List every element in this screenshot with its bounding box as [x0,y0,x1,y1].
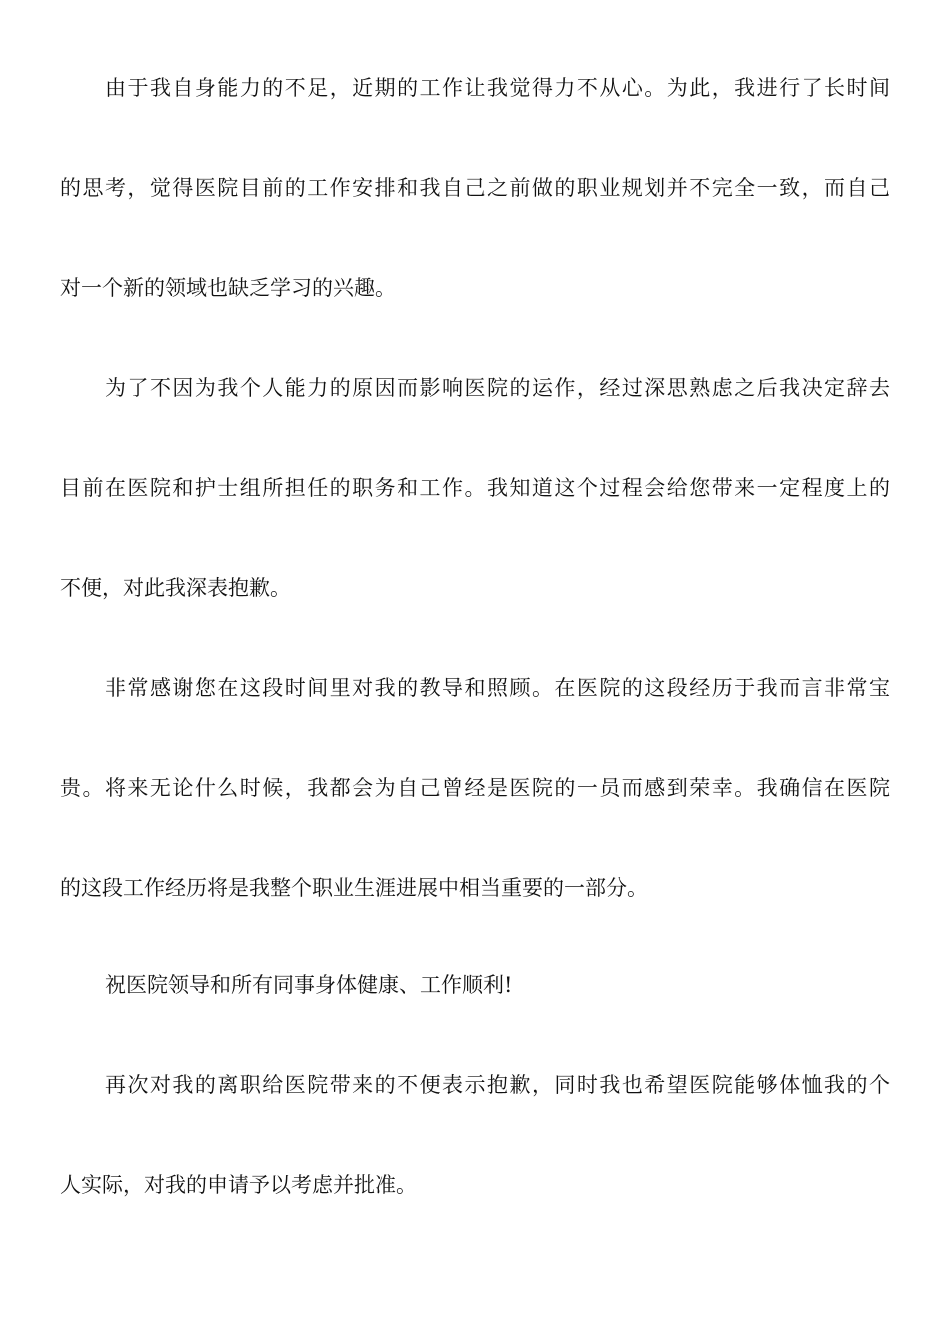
paragraph-2 [60,338,890,638]
paragraph-5-line-2: 人实际，对我的申请予以考虑并批准。 [60,1173,417,1197]
paragraph-4 [60,935,890,1035]
paragraph-2-line-3: 不便，对此我深表抱歉。 [60,576,291,600]
paragraph-3-line-1: 非常感谢您在这段时间里对我的教导和照顾。在医院的这段经历于我而言非常宝 [105,676,890,700]
paragraph-3-line-3: 的这段工作经历将是我整个职业生涯进展中相当重要的一部分。 [60,876,648,900]
paragraph-1-line-2: 的思考，觉得医院目前的工作安排和我自己之前做的职业规划并不完全一致，而自己 [60,176,890,200]
paragraph-5-line-1: 再次对我的离职给医院带来的不便表示抱歉，同时我也希望医院能够体恤我的个 [105,1073,890,1097]
paragraph-3 [60,638,890,938]
paragraph-4-line-1: 祝医院领导和所有同事身体健康、工作顺利! [105,973,513,997]
paragraph-1-line-3: 对一个新的领域也缺乏学习的兴趣。 [60,276,396,300]
paragraph-1 [60,38,890,338]
paragraph-2-line-2: 目前在医院和护士组所担任的职务和工作。我知道这个过程会给您带来一定程度上的 [60,476,890,500]
paragraph-5 [60,1035,890,1235]
paragraph-1-line-1: 由于我自身能力的不足，近期的工作让我觉得力不从心。为此，我进行了长时间 [105,76,890,100]
paragraph-2-line-1: 为了不因为我个人能力的原因而影响医院的运作，经过深思熟虑之后我决定辞去 [105,376,890,400]
paragraph-3-line-2: 贵。将来无论什么时候，我都会为自己曾经是医院的一员而感到荣幸。我确信在医院 [60,776,890,800]
